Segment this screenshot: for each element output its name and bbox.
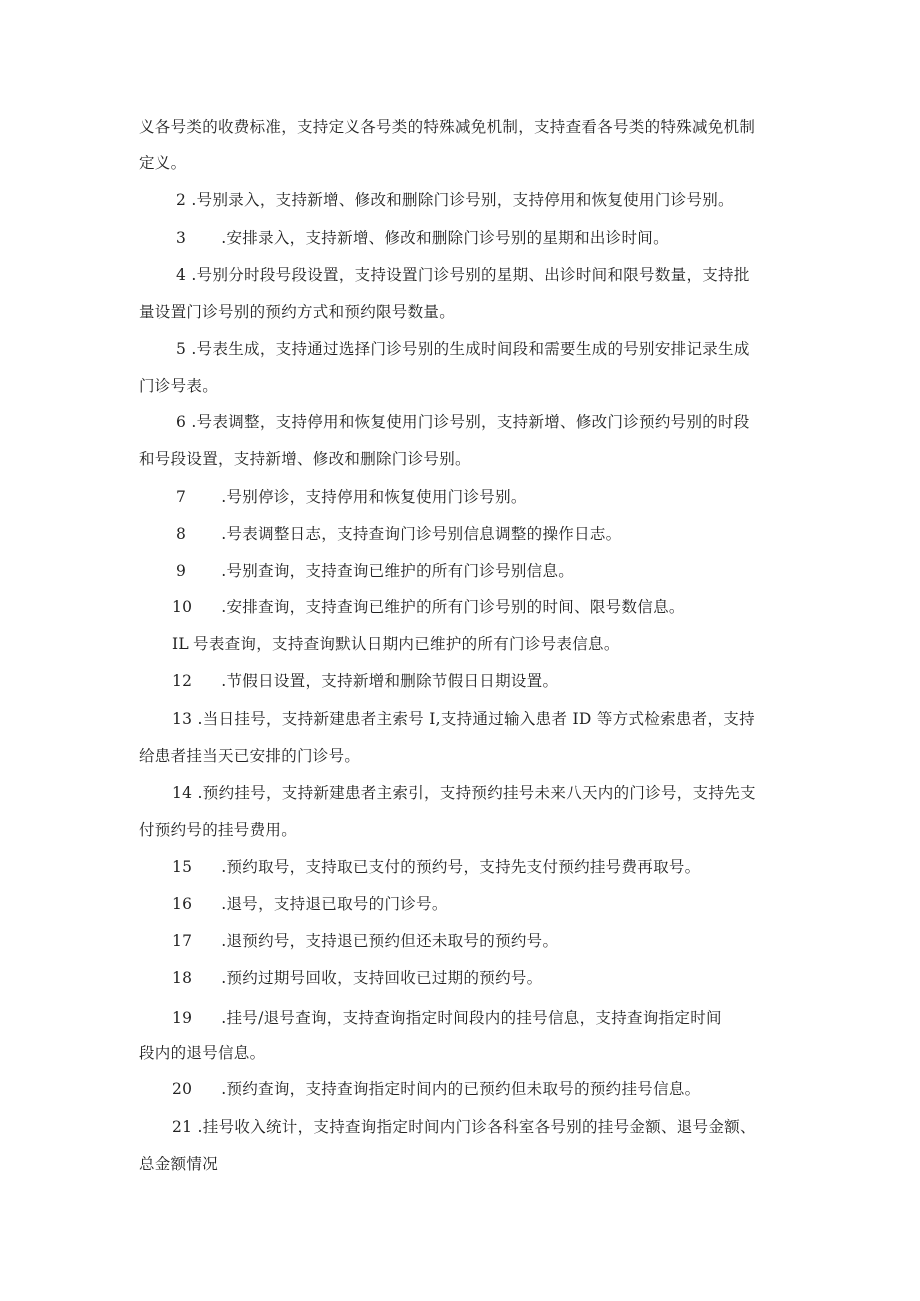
item-text: 号表调整日志，支持查询门诊号别信息调整的操作日志。 (226, 525, 622, 543)
list-item-18 (172, 968, 542, 988)
item-number: 4 (176, 266, 187, 284)
item-text: 号别录入，支持新增、修改和删除门诊号别，支持停用和恢复使用门诊号别。 (196, 191, 734, 209)
item-separator: . (216, 1009, 227, 1027)
item-number: IL (172, 635, 190, 653)
item-separator: . (216, 598, 227, 616)
item-text: 预约挂号，支持新建患者主索引，支持预约挂号未来八天内的门诊号，支持先支 (202, 784, 756, 802)
item-number: 20 (172, 1080, 193, 1098)
item-number: 6 (176, 413, 187, 431)
item-text: 安排查询，支持查询已维护的所有门诊号别的时间、限号数信息。 (226, 598, 685, 616)
list-item-6 (176, 412, 750, 432)
paragraph-line: 定义。 (139, 154, 187, 172)
list-item-2 (176, 190, 734, 210)
paragraph-line: 总金额情况 (139, 1155, 219, 1173)
paragraph-line: 段内的退号信息。 (139, 1044, 266, 1062)
item-text: 安排录入，支持新增、修改和删除门诊号别的星期和出诊时间。 (226, 229, 669, 247)
item-separator: . (192, 784, 203, 802)
list-item-9 (176, 561, 574, 581)
paragraph-line: 和号段设置，支持新增、修改和删除门诊号别。 (139, 450, 471, 468)
item-text: 退号，支持退已取号的门诊号。 (226, 895, 448, 913)
list-item-5 (176, 339, 750, 359)
item-separator: . (186, 266, 197, 284)
item-number: 12 (172, 672, 193, 690)
list-item-17 (172, 931, 558, 951)
item-text: 号表查询，支持查询默认日期内已维护的所有门诊号表信息。 (193, 635, 620, 653)
paragraph-line: 门诊号表。 (139, 377, 219, 395)
paragraph-line: 付预约号的挂号费用。 (139, 821, 298, 839)
list-item-19 (172, 1008, 722, 1028)
item-number: 15 (172, 858, 193, 876)
item-separator: . (192, 710, 203, 728)
list-item-16 (172, 894, 448, 914)
item-text: 挂号收入统计，支持查询指定时间内门诊各科室各号别的挂号金额、退号金额、 (202, 1118, 756, 1136)
item-number: 8 (176, 525, 187, 543)
item-text: 预约查询，支持查询指定时间内的已预约但未取号的预约挂号信息。 (226, 1080, 701, 1098)
list-item-3 (176, 228, 669, 248)
item-text: 预约取号，支持取已支付的预约号，支持先支付预约挂号费再取号。 (226, 858, 701, 876)
item-text: 节假日设置，支持新增和删除节假日日期设置。 (226, 672, 559, 690)
list-item-21 (172, 1117, 756, 1137)
item-text: 号别停诊，支持停用和恢复使用门诊号别。 (226, 488, 527, 506)
list-item-14 (172, 783, 756, 803)
item-number: 14 (172, 784, 193, 802)
item-separator: . (186, 340, 197, 358)
item-number: 19 (172, 1009, 193, 1027)
paragraph-line: 给患者挂当天已安排的门诊号。 (139, 747, 361, 765)
item-separator: . (216, 488, 227, 506)
item-separator: . (216, 672, 227, 690)
item-separator: . (216, 969, 227, 987)
item-number: 13 (172, 710, 193, 728)
item-separator: . (186, 413, 197, 431)
item-number: 5 (176, 340, 187, 358)
item-number: 10 (172, 598, 193, 616)
paragraph-line: 义各号类的收费标准，支持定义各号类的特殊减免机制，支持查看各号类的特殊减免机制 (139, 118, 756, 136)
item-text: 号别查询，支持查询已维护的所有门诊号别信息。 (226, 562, 575, 580)
item-separator: . (216, 932, 227, 950)
item-number: 9 (176, 562, 187, 580)
item-text: 预约过期号回收，支持回收已过期的预约号。 (226, 969, 543, 987)
list-item-4 (176, 265, 750, 285)
item-separator: . (192, 1118, 203, 1136)
item-text: 当日挂号，支持新建患者主索号 I,支持通过输入患者 ID 等方式检索患者，支持 (202, 710, 755, 728)
item-number: 21 (172, 1118, 193, 1136)
list-item-8 (176, 524, 621, 544)
item-separator: . (216, 525, 227, 543)
item-number: 3 (176, 229, 187, 247)
list-item-15 (172, 857, 700, 877)
item-text: 挂号/退号查询，支持查询指定时间段内的挂号信息，支持查询指定时间 (226, 1009, 722, 1027)
item-number: 17 (172, 932, 193, 950)
list-item-7 (176, 487, 527, 507)
paragraph-line: 量设置门诊号别的预约方式和预约限号数量。 (139, 303, 456, 321)
item-number: 2 (176, 191, 187, 209)
item-text: 号别分时段号段设置，支持设置门诊号别的星期、出诊时间和限号数量，支持批 (196, 266, 750, 284)
list-item-10 (172, 597, 685, 617)
item-separator: . (216, 895, 227, 913)
item-number: 7 (176, 488, 187, 506)
item-number: 18 (172, 969, 193, 987)
item-separator: . (216, 1080, 227, 1098)
item-separator: . (216, 229, 227, 247)
item-separator: . (216, 858, 227, 876)
item-text: 号表生成，支持通过选择门诊号别的生成时间段和需要生成的号别安排记录生成 (196, 340, 750, 358)
list-item-12 (172, 671, 558, 691)
list-item-13 (172, 709, 755, 729)
list-item-20 (172, 1079, 700, 1099)
item-separator: . (216, 562, 227, 580)
item-text: 号表调整，支持停用和恢复使用门诊号别，支持新增、修改门诊预约号别的时段 (196, 413, 750, 431)
item-text: 退预约号，支持退已预约但还未取号的预约号。 (226, 932, 559, 950)
item-number: 16 (172, 895, 193, 913)
item-separator: . (186, 191, 197, 209)
list-item-11 (172, 634, 620, 654)
